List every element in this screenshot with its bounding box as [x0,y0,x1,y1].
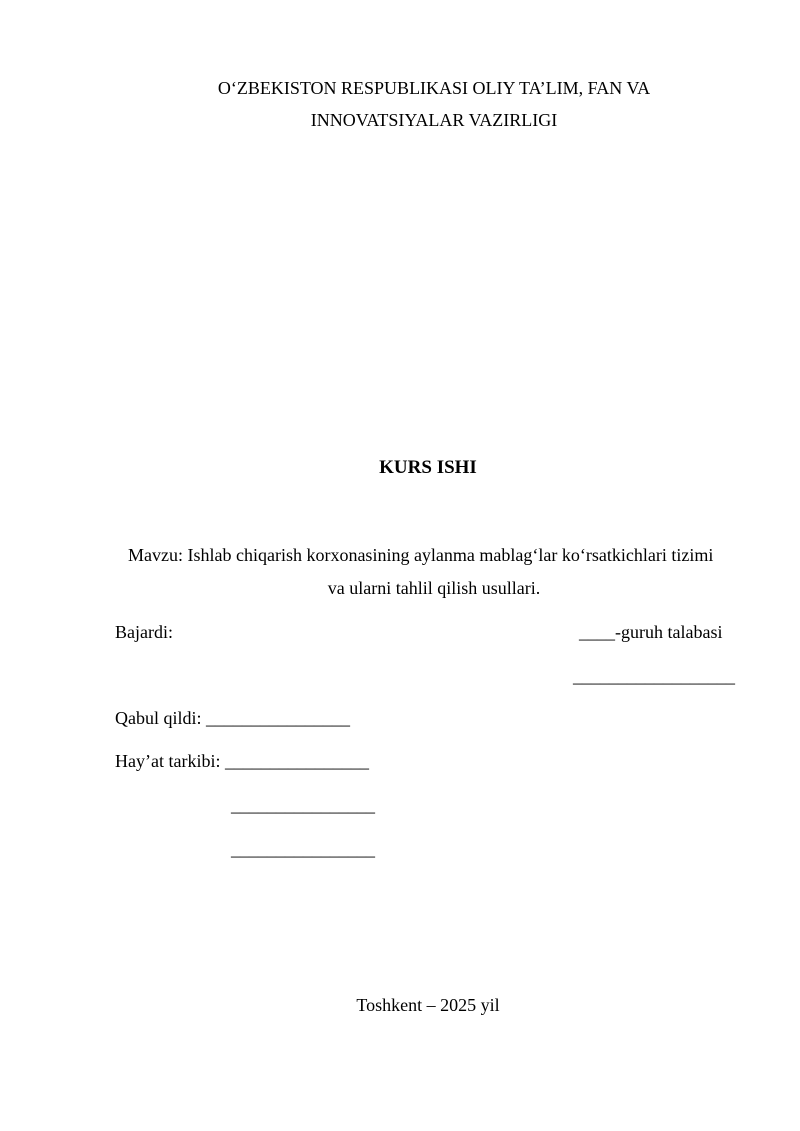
performer-label: Bajardi: [115,622,173,642]
committee-line: Hay’at tarkibi: ________________ [115,751,369,771]
performer-group: ____-guruh talabasi [579,622,723,642]
document-title: KURS ISHI [379,457,477,478]
ministry-line-1: O‘ZBEKISTON RESPUBLIKASI OLIY TA’LIM, FAN VA [217,78,651,98]
committee-blank-2: ________________ [231,839,375,859]
place-year: Toshkent – 2025 yil [356,995,500,1015]
performer-name-blank: __________________ [573,666,735,686]
reviewer-line: Qabul qildi: ________________ [115,708,350,728]
committee-blank-1: ________________ [231,795,375,815]
topic-line-2: va ularni tahlil qilish usullari. [327,578,541,598]
ministry-line-2: INNOVATSIYALAR VAZIRLIGI [310,110,558,130]
topic-line-1: Mavzu: Ishlab chiqarish korxonasining aylanma mablag‘lar ko‘rsatkichlari tizimi [128,545,714,565]
